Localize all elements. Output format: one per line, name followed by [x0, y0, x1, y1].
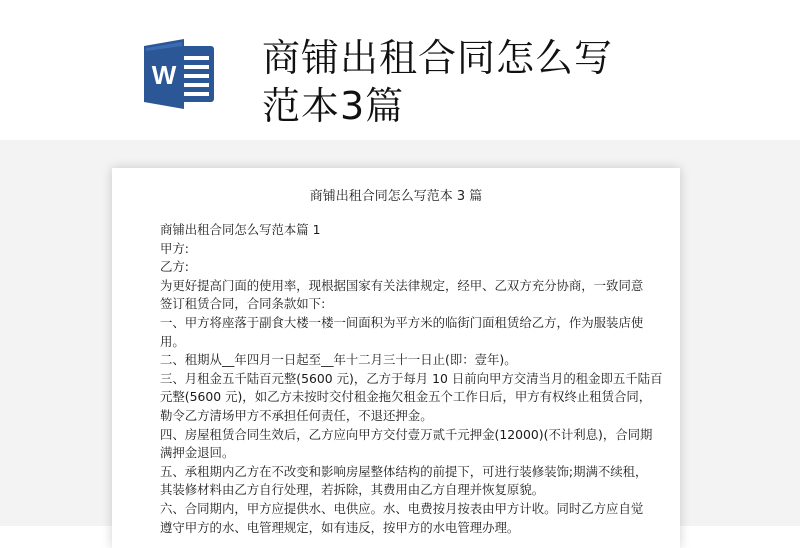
- document-line: 遵守甲方的水、电管理规定，如有违反，按甲方的水电管理办理。: [160, 519, 520, 535]
- document-line: 一、甲方将座落于副食大楼一楼一间面积为平方米的临街门面租赁给乙方，作为服装店使: [160, 314, 644, 330]
- document-line: 勒令乙方清场甲方不承担任何责任，不退还押金。: [160, 407, 433, 423]
- document-line: 用。: [160, 333, 185, 349]
- document-line: 甲方:: [160, 240, 189, 256]
- document-line: 元整(5600 元)，如乙方未按时交付租金拖欠租金五个工作日后，甲方有权终止租赁合同，: [160, 389, 652, 405]
- document-title: 商铺出租合同怎么写范本 3 篇: [309, 189, 483, 204]
- document-line: 商铺出租合同怎么写范本篇 1: [160, 222, 321, 237]
- document-line: 三、月租金五千陆百元整(5600 元)，乙方于每月 10 日前向甲方交清当月的租金即五千陆百: [160, 370, 663, 386]
- document-line: 满押金退回。: [160, 445, 235, 461]
- document-line: 四、房屋租赁合同生效后，乙方应向甲方交付壹万贰千元押金(12000)(不计利息)，合同期: [160, 426, 653, 442]
- word-icon-letter: W: [151, 60, 177, 90]
- page-title-line-1: 商铺出租合同怎么写: [262, 36, 614, 80]
- document-line: 其装修材料由乙方自行处理，若拆除，其费用由乙方自理并恢复原貌。: [160, 482, 545, 498]
- document-line: 二、租期从__年四月一日起至__年十二月三十一日止(即：壹年)。: [160, 352, 517, 368]
- word-icon: [142, 36, 218, 112]
- document-page: [112, 168, 680, 548]
- document-line: 五、承租期内乙方在不改变和影响房屋整体结构的前提下，可进行装修装饰;期满不续租，: [160, 463, 648, 479]
- page-title: [262, 34, 742, 130]
- document-line: 乙方:: [160, 259, 189, 275]
- page-title-line-2: 范本3篇: [262, 84, 405, 128]
- document-body: [160, 221, 663, 537]
- document-line: 六、合同期内，甲方应提供水、电供应。水、电费按月按表由甲方计收。同时乙方应自觉: [160, 500, 644, 516]
- document-line: 为更好提高门面的使用率，现根据国家有关法律规定，经甲、乙双方充分协商，一致同意: [160, 277, 644, 293]
- document-line: 签订租赁合同，合同条款如下:: [160, 296, 326, 312]
- header-banner: [0, 0, 800, 140]
